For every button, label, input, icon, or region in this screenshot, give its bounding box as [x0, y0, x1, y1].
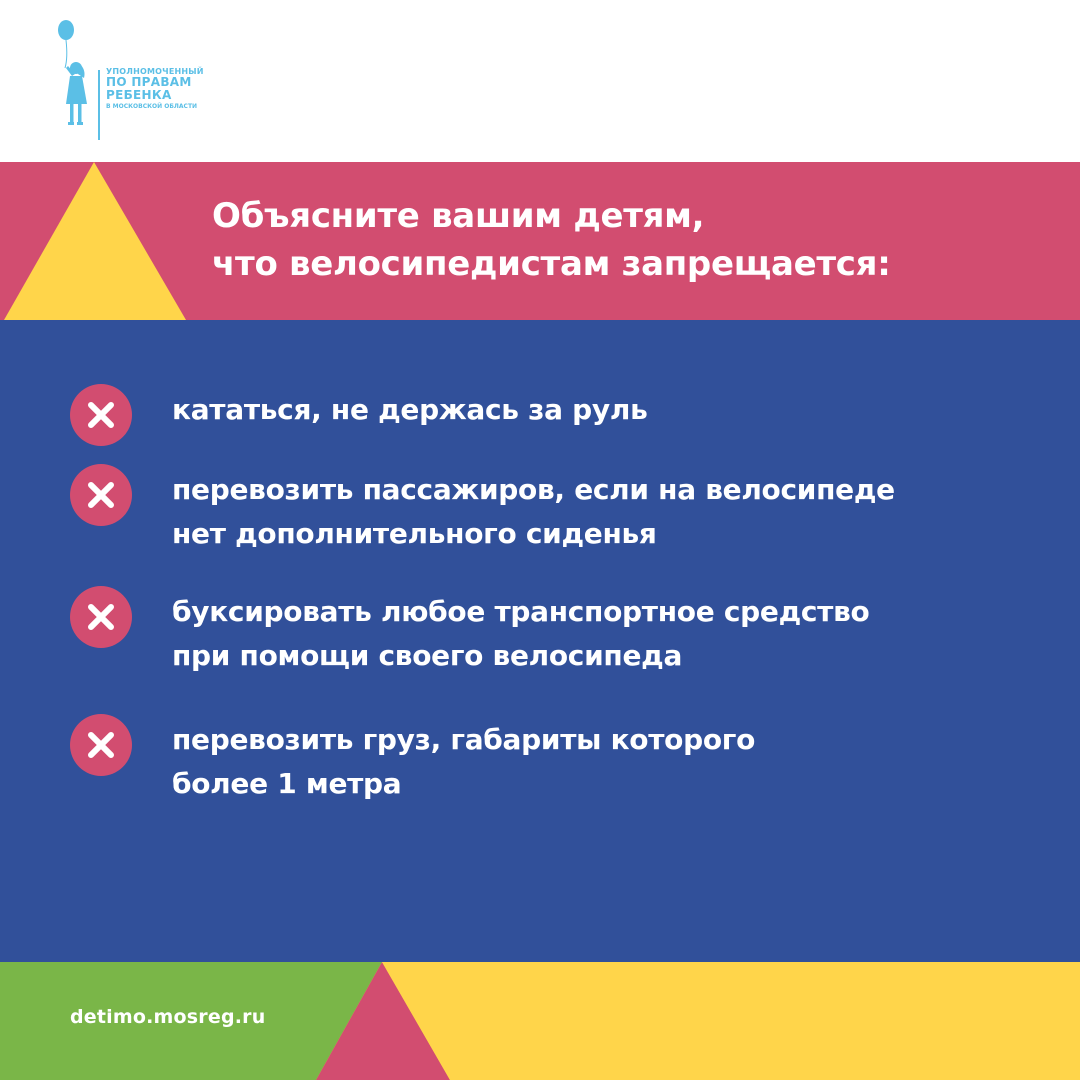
- list-item-text: [172, 718, 1032, 806]
- site-link[interactable]: detimo.mosreg.ru: [70, 1006, 266, 1028]
- list-item-line1: перевозить пассажиров, если на велосипеде: [172, 473, 895, 506]
- logo-line1: УПОЛНОМОЧЕННЫЙ: [106, 67, 204, 76]
- rules-panel: [0, 320, 1080, 962]
- logo-line2: ПО ПРАВАМ: [106, 75, 192, 90]
- girl-with-balloon-icon: [56, 18, 102, 130]
- cross-icon: [87, 481, 115, 509]
- title-line1: Объясните вашим детям,: [212, 196, 705, 236]
- logo: [56, 18, 256, 130]
- logo-divider: [98, 70, 100, 140]
- list-item-line2: нет дополнительного сиденья: [172, 517, 657, 550]
- list-item-line1: буксировать любое транспортное средство: [172, 595, 870, 628]
- cross-badge: [70, 464, 132, 526]
- title-band: [0, 162, 1080, 320]
- logo-line4: В МОСКОВСКОЙ ОБЛАСТИ: [106, 102, 198, 110]
- title-line2: что велосипедистам запрещается:: [212, 244, 891, 284]
- footer: [0, 962, 1080, 1080]
- list-item-line2: более 1 метра: [172, 767, 402, 800]
- page-title: [212, 192, 891, 288]
- list-item-line1: перевозить груз, габариты которого: [172, 723, 756, 756]
- cross-badge: [70, 586, 132, 648]
- logo-text: [106, 68, 204, 110]
- logo-line3: РЕБЕНКА: [106, 87, 172, 102]
- cross-badge: [70, 714, 132, 776]
- list-item-text: [172, 468, 1032, 556]
- cross-icon: [87, 731, 115, 759]
- list-item-line2: при помощи своего велосипеда: [172, 639, 683, 672]
- list-item-text: [172, 590, 1032, 678]
- cross-icon: [87, 603, 115, 631]
- list-item-text: [172, 388, 1032, 432]
- cross-badge: [70, 384, 132, 446]
- list-item-line1: кататься, не держась за руль: [172, 393, 648, 426]
- cross-icon: [87, 401, 115, 429]
